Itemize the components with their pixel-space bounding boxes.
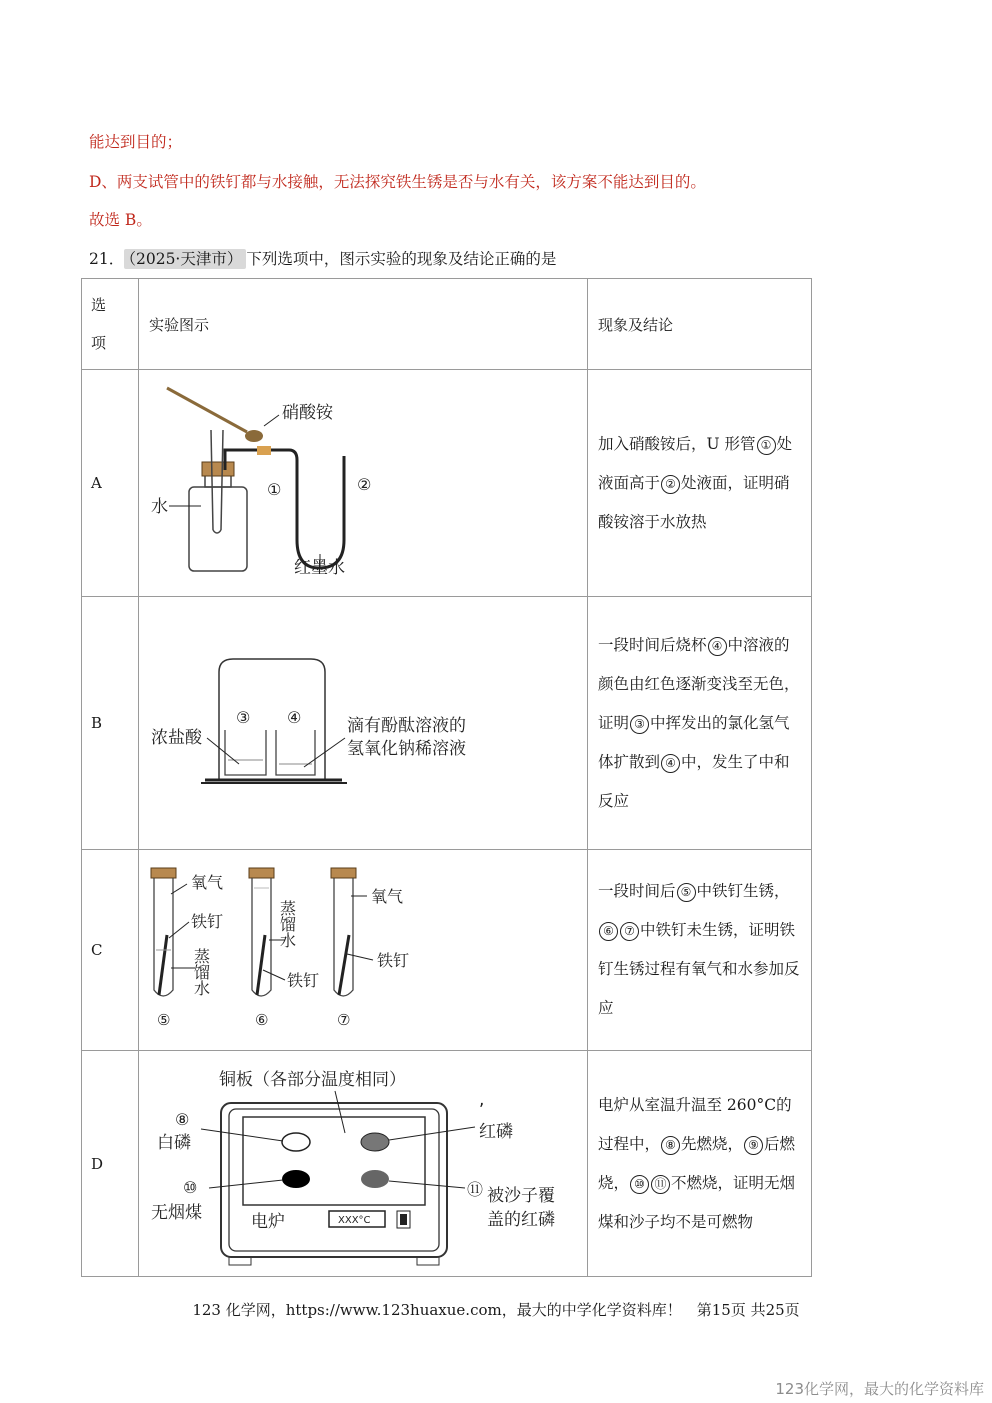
svg-text:铁钉: 铁钉 xyxy=(191,912,224,931)
sand-covered-red-phosphorus xyxy=(361,1170,389,1188)
solution-label-2: 氢氧化钠稀溶液 xyxy=(347,739,466,759)
ink-label: 红墨水 xyxy=(294,558,345,578)
svg-text:⑦: ⑦ xyxy=(337,1011,351,1029)
figure-a-drawing xyxy=(139,370,577,592)
water-label: 水 xyxy=(151,497,168,517)
option-a: A xyxy=(82,370,139,597)
copper-plate xyxy=(243,1117,425,1205)
header-option: 选项 xyxy=(82,279,139,370)
table-row xyxy=(82,1051,812,1277)
figure-c xyxy=(139,850,588,1051)
option-c: C xyxy=(82,850,139,1051)
beaker-4 xyxy=(276,730,315,775)
reagent-label: 硝酸铵 xyxy=(282,403,333,423)
question-stem: 下列选项中，图示实验的现象及结论正确的是 xyxy=(246,250,557,268)
temp-display: XXX°C xyxy=(338,1215,371,1226)
nail-6 xyxy=(257,935,265,995)
answer-line-3: 故选 B。 xyxy=(89,211,152,229)
option-d: D xyxy=(82,1051,139,1277)
header-conclusion: 现象及结论 xyxy=(588,279,812,370)
question-number: 21． xyxy=(89,250,125,268)
smokeless-coal xyxy=(282,1170,310,1188)
header-figure: 实验图示 xyxy=(139,279,588,370)
svg-text:,: , xyxy=(479,1090,485,1110)
svg-text:⑧: ⑧ xyxy=(175,1110,190,1129)
table-row xyxy=(82,370,812,597)
svg-text:盖的红磷: 盖的红磷 xyxy=(487,1210,555,1230)
nail-7 xyxy=(339,935,349,995)
table-row xyxy=(82,597,812,850)
source-tag: （2025·天津市） xyxy=(124,249,246,269)
plate-label: 铜板（各部分温度相同） xyxy=(219,1070,406,1090)
svg-text:⑩: ⑩ xyxy=(183,1178,198,1197)
svg-text:白磷: 白磷 xyxy=(157,1133,191,1153)
answer-line-1: 能达到目的； xyxy=(89,133,183,151)
svg-text:②: ② xyxy=(357,475,372,494)
figure-c-drawing xyxy=(139,850,577,1046)
svg-text:氧气: 氧气 xyxy=(371,887,404,906)
question-line xyxy=(89,247,556,269)
nail-5 xyxy=(159,935,167,995)
bell-jar xyxy=(219,659,325,780)
furnace-body xyxy=(221,1103,447,1257)
beaker-3 xyxy=(225,730,266,775)
solution-label-1: 滴有酚酞溶液的 xyxy=(347,716,466,736)
red-phosphorus xyxy=(361,1133,389,1151)
question-table xyxy=(81,278,812,1277)
svg-text:红磷: 红磷 xyxy=(479,1122,513,1142)
svg-text:⑥: ⑥ xyxy=(255,1011,269,1029)
option-b: B xyxy=(82,597,139,850)
figure-a xyxy=(139,370,588,597)
figure-d-drawing xyxy=(139,1051,577,1272)
svg-text:蒸馏水: 蒸馏水 xyxy=(191,948,211,996)
spoon-bowl xyxy=(245,430,263,442)
svg-text:⑪: ⑪ xyxy=(467,1180,484,1199)
table-row xyxy=(82,850,812,1051)
conclusion-d: 电炉从室温升温至 260°C的过程中， ⑧ 先燃烧， ⑨ 后燃烧， ⑩ ⑪ 不燃烧，证明无烟煤和沙子均不是可燃物 xyxy=(588,1051,812,1277)
answer-line-2: D、两支试管中的铁钉都与水接触，无法探究铁生锈是否与水有关，该方案不能达到目的。 xyxy=(89,173,706,191)
conclusion-c: 一段时间后 ⑤ 中铁钉生锈，⑥ ⑦ 中铁钉未生锈，证明铁钉生锈过程有氧气和水参加反应 xyxy=(588,850,812,1051)
svg-text:铁钉: 铁钉 xyxy=(287,971,320,990)
bottle xyxy=(189,487,247,571)
svg-text:被沙子覆: 被沙子覆 xyxy=(487,1186,555,1206)
furnace-label: 电炉 xyxy=(251,1212,285,1232)
tube-6 xyxy=(252,878,271,996)
svg-text:铁钉: 铁钉 xyxy=(377,951,410,970)
page-footer: 123 化学网，https://www.123huaxue.com，最大的中学化学资料库！ 第15页 共25页 xyxy=(192,1301,800,1319)
table-header-row xyxy=(82,279,812,370)
svg-text:④: ④ xyxy=(287,708,302,727)
svg-text:③: ③ xyxy=(236,708,251,727)
svg-text:①: ① xyxy=(267,480,282,499)
svg-text:⑤: ⑤ xyxy=(157,1011,171,1029)
u-tube xyxy=(225,450,344,568)
spoon-handle xyxy=(167,388,247,432)
conclusion-a: 加入硝酸铵后，U 形管 ① 处液面高于 ② 处液面，证明硝酸铵溶于水放热 xyxy=(588,370,812,597)
acid-label: 浓盐酸 xyxy=(151,728,202,748)
svg-text:蒸馏水: 蒸馏水 xyxy=(277,900,297,948)
white-phosphorus xyxy=(282,1133,310,1151)
conclusion-b: 一段时间后烧杯 ④ 中溶液的颜色由红色逐渐变浅至无色，证明 ③ 中挥发出的氯化氢气体扩散到 ④ 中，发生了中和反应 xyxy=(588,597,812,850)
watermark: 123化学网，最大的化学资料库 xyxy=(775,1380,984,1398)
svg-text:无烟煤: 无烟煤 xyxy=(151,1203,202,1223)
figure-b xyxy=(139,597,588,850)
figure-b-drawing xyxy=(139,597,577,845)
svg-text:氧气: 氧气 xyxy=(191,873,224,892)
stopper xyxy=(202,462,234,476)
figure-d xyxy=(139,1051,588,1277)
